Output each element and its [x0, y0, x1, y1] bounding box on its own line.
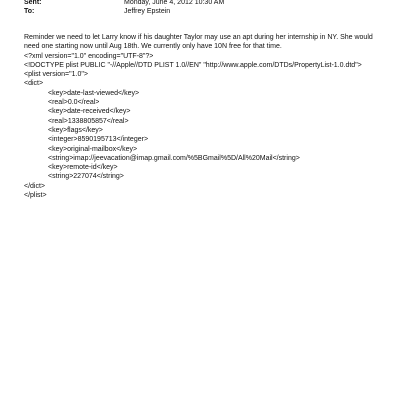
plist-line: </plist>	[24, 192, 47, 200]
plist-line: </dict>	[24, 182, 46, 190]
plist-line: <real>1338805857</real>	[48, 117, 129, 125]
plist-line: <key>remote-id</key>	[48, 164, 118, 172]
plist-line: <key>flags</key>	[48, 126, 103, 134]
email-body	[24, 33, 384, 200]
plist-line: <string>imap://jeevacation@imap.gmail.com/%5BGmail%5D/All%20Mail</string>	[48, 154, 300, 162]
plist-line: <dict>	[24, 80, 44, 88]
plist-line: <real>0.0</real>	[48, 99, 100, 107]
plist-line: <key>original-mailbox</key>	[48, 145, 138, 153]
plist-line: <key>date-received</key>	[48, 108, 131, 116]
message-paragraph: Reminder we need to let Larry know if his daughter Taylor may use an apt during her internship in NY. She would need one starting now until Aug 18th. We currently only have 10N free for that time.	[24, 34, 373, 51]
plist-line: <key>date-last-viewed</key>	[48, 89, 140, 97]
plist-line: <?xml version="1.0" encoding="UTF-8"?>	[24, 52, 154, 60]
sent-label: Sent:	[24, 0, 42, 6]
plist-line: <integer>8590195713</integer>	[48, 136, 149, 144]
plist-line: <string>227074</string>	[48, 173, 124, 181]
sent-value: Monday, June 4, 2012 10:30 AM	[124, 0, 225, 6]
to-label: To:	[24, 8, 35, 15]
plist-line: <plist version="1.0">	[24, 71, 88, 79]
to-value: Jeffrey Epstein	[124, 8, 171, 15]
plist-line: <!DOCTYPE plist PUBLIC "-//Apple//DTD PLIST 1.0//EN" "http://www.apple.com/DTDs/PropertyList-1.0.dtd">	[24, 61, 362, 69]
